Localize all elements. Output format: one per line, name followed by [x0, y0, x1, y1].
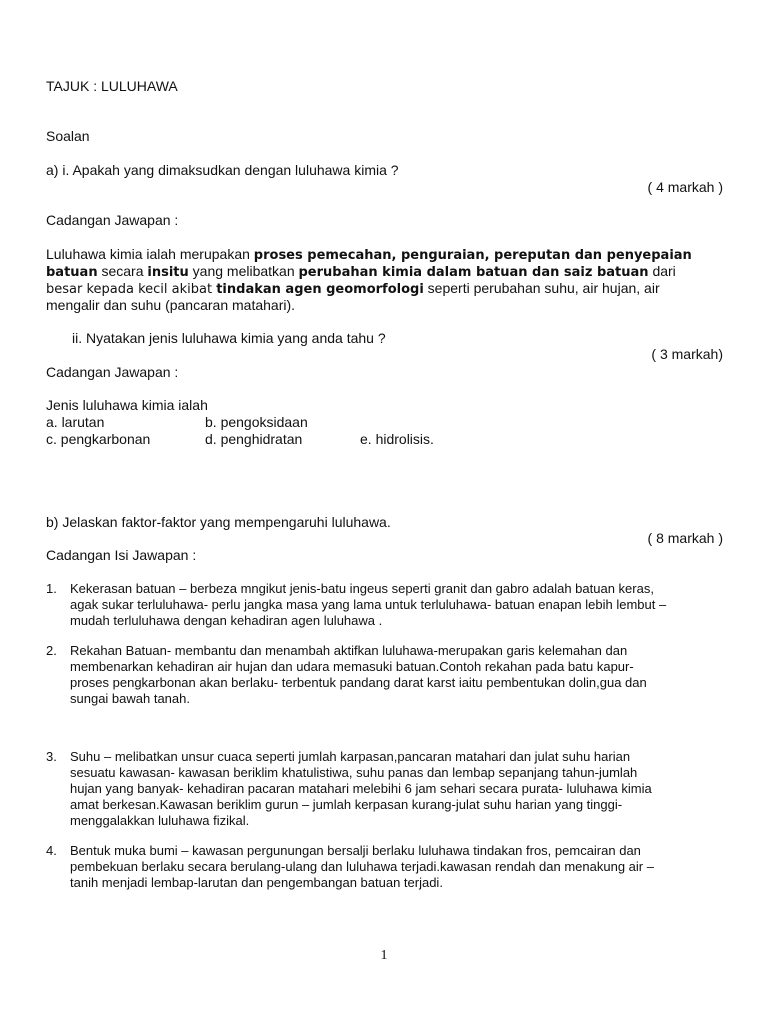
list-item-line: hujan yang banyak- kehadiran pacaran matahari melebihi 6 jam sehari secara purata- luluhawa kimia: [70, 781, 652, 796]
list-item-number: 4.: [46, 843, 57, 858]
answer-line-2: batuan secara insitu yang melibatkan perubahan kimia dalam batuan dan saiz batuan dari: [46, 263, 676, 280]
list-item-line: amat berkesan.Kawasan beriklim gurun – jumlah kerpasan kurang-julat suhu harian yang tinggi-: [70, 797, 623, 812]
list-item-line: sesuatu kawasan- kawasan beriklim khatulistiwa, suhu panas dan lembap sepanjang tahun-jumlah: [70, 765, 638, 780]
list-item-line: Bentuk muka bumi – kawasan pergunungan bersalji berlaku luluhawa tindakan fros, pemcairan dan: [70, 843, 641, 858]
page-title: TAJUK : LULUHAWA: [46, 78, 178, 94]
marks-a-ii: ( 3 markah): [651, 346, 723, 362]
answer-line-4: mengalir dan suhu (pancaran matahari).: [46, 297, 296, 313]
type-item: c. pengkarbonan: [46, 431, 151, 447]
list-item-line: proses pengkarbonan akan berlaku- terbentuk pandang darat karst iaitu pembentukan dolin,gua dan: [70, 675, 647, 690]
list-item-line: Kekerasan batuan – berbeza mngikut jenis-batu ingeus seperti granit dan gabro adalah batuan keras,: [70, 581, 654, 596]
suggested-answer-label: Cadangan Jawapan :: [46, 364, 179, 380]
answer-line-1: Luluhawa kimia ialah merupakan proses pemecahan, penguraian, pereputan dan penyepaian: [46, 246, 692, 263]
list-item-number: 3.: [46, 749, 57, 764]
question-a-ii: ii. Nyatakan jenis luluhawa kimia yang anda tahu ?: [72, 330, 386, 346]
list-item-line: menggalakkan luluhawa fizikal.: [70, 813, 250, 828]
list-item-line: membenarkan kehadiran air hujan dan udara memasuki batuan.Contoh rekahan pada batu kapur-: [70, 659, 634, 674]
list-item-line: sungai bawah tanah.: [70, 691, 190, 706]
type-item: a. larutan: [46, 414, 105, 430]
list-item-line: Suhu – melibatkan unsur cuaca seperti jumlah karpasan,pancaran matahari dan julat suhu harian: [70, 749, 631, 764]
question-b: b) Jelaskan faktor-faktor yang mempengaruhi luluhawa.: [46, 514, 391, 530]
types-intro: Jenis luluhawa kimia ialah: [46, 397, 208, 413]
marks-b: ( 8 markah ): [647, 530, 723, 546]
suggested-answer-label: Cadangan Jawapan :: [46, 212, 179, 228]
soalan-heading: Soalan: [46, 128, 90, 144]
list-item-line: pembekuan berlaku secara berulang-ulang dan luluhawa terjadi.kawasan rendah dan menakung air –: [70, 859, 654, 874]
suggested-points-label: Cadangan Isi Jawapan :: [46, 547, 197, 563]
list-item-line: mudah terluluhawa dengan kehadiran agen luluhawa .: [70, 613, 383, 628]
list-item-line: tanih menjadi lembap-larutan dan pengembangan batuan terjadi.: [70, 875, 443, 890]
page-number: 1: [380, 948, 388, 963]
list-item-line: Rekahan Batuan- membantu dan menambah aktifkan luluhawa-merupakan garis kelemahan dan: [70, 643, 628, 658]
type-item: e. hidrolisis.: [360, 431, 434, 447]
list-item-number: 2.: [46, 643, 57, 658]
type-item: d. penghidratan: [205, 431, 303, 447]
list-item-number: 1.: [46, 581, 57, 596]
list-item-line: agak sukar terluluhawa- perlu jangka masa yang lama untuk terluluhawa- batuan enapan lebih lembut –: [70, 597, 667, 612]
question-a-i: a) i. Apakah yang dimaksudkan dengan luluhawa kimia ?: [46, 162, 399, 178]
marks-a-i: ( 4 markah ): [647, 179, 723, 195]
answer-line-3: besar kepada kecil akibat tindakan agen geomorfologi seperti perubahan suhu, air hujan, air: [46, 280, 660, 297]
type-item: b. pengoksidaan: [205, 414, 308, 430]
